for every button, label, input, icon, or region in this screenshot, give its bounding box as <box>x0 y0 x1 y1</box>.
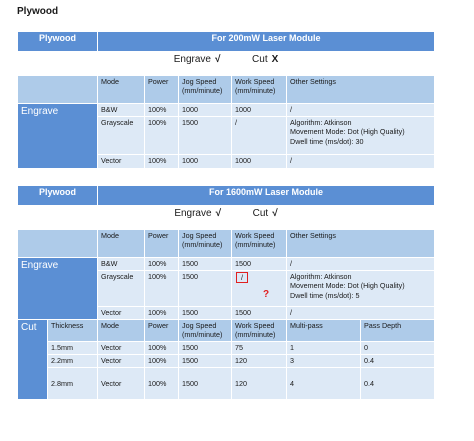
table-cell: 1500 <box>179 258 232 271</box>
table-cell: 1500 <box>179 271 232 307</box>
table-cell: 1500 <box>179 117 232 155</box>
col-header-thickness: Thickness <box>48 320 98 342</box>
table-cell: Vector <box>98 341 145 354</box>
col-header-mode: Mode <box>98 320 145 342</box>
engrave-capability-label: Engrave <box>174 208 212 219</box>
table-cell: 100% <box>145 271 179 307</box>
table-cell: 1500 <box>179 367 232 399</box>
table-cell: 100% <box>145 354 179 367</box>
table-cell: 1000 <box>179 104 232 117</box>
cut-capability-label: Cut <box>252 208 269 219</box>
table-cell: 120 <box>232 367 287 399</box>
table-cell: Vector <box>98 367 145 399</box>
document-heading: Plywood <box>17 6 59 17</box>
table-cell: 0 <box>361 341 435 354</box>
col-header-mode: Mode <box>98 230 145 258</box>
table-cell: B&W <box>98 258 145 271</box>
table-cell: / <box>287 155 435 169</box>
table-cell: 120 <box>232 354 287 367</box>
table-cell: 4 <box>287 367 361 399</box>
table-cell: Grayscale <box>98 117 145 155</box>
table-cell: 100% <box>145 155 179 169</box>
table-cell: 0.4 <box>361 354 435 367</box>
table-cell: 1000 <box>179 155 232 169</box>
engrave-capability-label: Engrave <box>173 54 211 65</box>
col-header-mode: Mode <box>98 76 145 104</box>
capability-bar <box>18 206 435 230</box>
table-cell: Algorithm: Atkinson Movement Mode: Dot (High Quality) Dwell time (ms/dot): 30 <box>287 117 435 155</box>
table-cell: / <box>287 104 435 117</box>
table-cell: 1000 <box>232 104 287 117</box>
material-header: Plywood <box>18 32 98 52</box>
table-cell: 100% <box>145 367 179 399</box>
col-header-power: Power <box>145 230 179 258</box>
table-cell: 2.8mm <box>48 367 98 399</box>
table-cell: 1.5mm <box>48 341 98 354</box>
table-cell: 100% <box>145 104 179 117</box>
cut-capability-label: Cut <box>252 54 268 65</box>
cut-section-label: Cut <box>18 320 48 400</box>
cross-icon: X <box>271 54 279 65</box>
table-cell: 100% <box>145 117 179 155</box>
col-header-other-settings: Other Settings <box>287 230 435 258</box>
table-cell: 3 <box>287 354 361 367</box>
engrave-section-label: Engrave <box>18 104 98 169</box>
col-header-power: Power <box>145 320 179 342</box>
check-icon: √ <box>215 208 222 219</box>
material-header: Plywood <box>18 186 98 206</box>
table-cell: 1500 <box>179 354 232 367</box>
table-cell: Algorithm: Atkinson Movement Mode: Dot (High Quality) Dwell time (ms/dot): 5 <box>287 271 435 307</box>
table-cell: B&W <box>98 104 145 117</box>
capability-bar <box>18 52 435 76</box>
table-cell: Vector <box>98 354 145 367</box>
table-cell: 1500 <box>232 258 287 271</box>
table-cell: 100% <box>145 307 179 320</box>
module-header: For 200mW Laser Module <box>98 32 435 52</box>
table-cell: 1500 <box>232 307 287 320</box>
col-header-work-speed: Work Speed (mm/minute) <box>232 76 287 104</box>
question-mark-annotation: ? <box>263 289 270 300</box>
table-cell: 2.2mm <box>48 354 98 367</box>
engrave-section-label: Engrave <box>18 258 98 320</box>
check-icon: √ <box>214 54 221 65</box>
table-cell: Grayscale <box>98 271 145 307</box>
col-header-jog-speed: Jog Speed (mm/minute) <box>179 230 232 258</box>
col-header-jog-speed: Jog Speed (mm/minute) <box>179 76 232 104</box>
col-header-power: Power <box>145 76 179 104</box>
check-icon: √ <box>272 208 278 219</box>
settings-table-1600mw <box>17 185 435 400</box>
table-cell: 100% <box>145 341 179 354</box>
col-header-other-settings: Other Settings <box>287 76 435 104</box>
col-header-multi-pass: Multi-pass <box>287 320 361 342</box>
table-cell: 75 <box>232 341 287 354</box>
table-cell: 0.4 <box>361 367 435 399</box>
module-header: For 1600mW Laser Module <box>98 186 435 206</box>
col-header-pass-depth: Pass Depth <box>361 320 435 342</box>
settings-table-200mw <box>17 31 435 169</box>
highlighted-value: / <box>236 272 248 283</box>
table-cell: 1500 <box>179 307 232 320</box>
table-cell: Vector <box>98 155 145 169</box>
table-cell: 1000 <box>232 155 287 169</box>
col-header-jog-speed: Jog Speed (mm/minute) <box>179 320 232 342</box>
table-cell: / <box>287 258 435 271</box>
col-header-work-speed: Work Speed (mm/minute) <box>232 320 287 342</box>
table-cell: / <box>232 117 287 155</box>
table-cell <box>232 271 287 307</box>
table-cell: 100% <box>145 258 179 271</box>
col-header-work-speed: Work Speed (mm/minute) <box>232 230 287 258</box>
table-cell: 1500 <box>179 341 232 354</box>
table-cell: / <box>287 307 435 320</box>
table-cell: 1 <box>287 341 361 354</box>
table-cell: Vector <box>98 307 145 320</box>
